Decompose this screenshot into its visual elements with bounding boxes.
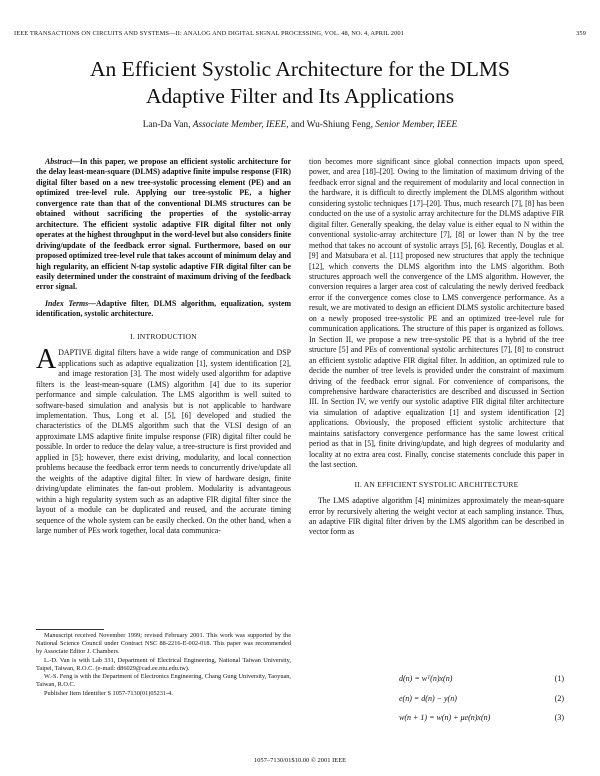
right-column	[309, 157, 564, 538]
footnote-author-1: L.-D. Van is with Lab 331, Department of Electrical Engineering, National Taiwan University, Taipei, Taiwan, R.O.C. (e-mail: d86029@cad.ee.ntu.edu.tw).	[36, 656, 291, 672]
footnote-manuscript: Manuscript received November 1999; revised February 2001. This work was supported by the National Science Council under Contract NSC 88-2216-E-002-018. This paper was recommended by Associate Editor J. Chambers.	[36, 632, 291, 656]
abstract	[36, 157, 291, 293]
journal-header: IEEE TRANSACTIONS ON CIRCUITS AND SYSTEMS—II: ANALOG AND DIGITAL SIGNAL PROCESSING, VOL. 48, NO. 4, APRIL 2001	[14, 30, 404, 37]
abstract-label: Abstract—	[45, 157, 80, 166]
index-terms-text: Adaptive filter, DLMS algorithm, equalization, system identification, systolic architecture.	[36, 298, 291, 319]
intro-paragraph-2: tion becomes more significant since global connection impacts upon speed, power, and area [18]–[20]. Owing to the limitation of maximum driving of the feedback error signal and the requirement of modularity and local connection in the hardware, it is difficult to directly implement the DLMS algorithm without considering systolic techniques [17]–[20]. Thus, much research [7], [8] has been conducted on the use of a systolic array architecture for the DLMS adaptive FIR digital filter. Generally speaking, the delay value is either equal to N within the conventional systolic-array architecture [7], [8] or lower than N by the tree method that takes no account of systolic arrays [5], [6]. Recently, Douglas et al. [9] and Matsubara et al. [11] proposed new structures that apply the technique [12], which converts the DLMS algorithm into the LMS algorithm. Both structures approach well the convergence of the LMS algorithm. However, the conversion requires a larger area cost of calculating the newly derived feedback error if the convergence comes close to LMS convergence performance. As a result, we are motivated to design an efficient DLMS systolic architecture based on a newly proposed tree-systolic PE and an optimized tree-level rule for communication applications. The structure of this paper is organized as follows. In Section II, we propose a new tree-systolic PE that is a hybrid of the tree structure [5] and PEs of conventional systolic architectures [7], [8] to construct an efficient systolic adaptive FIR digital filter. In addition, an optimized rule to decide the number of tree levels is provided under the constraint of maximum driving of the feedback error signal. For convenience of comparisons, the comprehensive hardware characteristics are described and discussed in Section III. In Section IV, we verify our systolic adaptive FIR digital filter architecture via simulation of adaptive equalization [1] and system identification [2] applications. Obviously, the proposed efficient systolic architecture that maintains satisfactory convergence performance has the same lowest critical period as that in [5], finite driving/update, and high degrees of modularity and locality at no extra area cost. Finally, concise statements conclude this paper in the last section.	[309, 157, 564, 470]
author-1-role: Associate Member, IEEE,	[192, 120, 289, 130]
footnotes	[36, 632, 291, 698]
equations	[309, 674, 564, 733]
author-1: Lan-Da Van,	[142, 120, 193, 130]
intro-paragraph-1	[36, 344, 291, 536]
author-line	[0, 120, 600, 130]
abstract-text: In this paper, we propose an efficient systolic architecture for the delay least-mean-square (DLMS) adaptive finite impulse response (FIR) digital filter based on a new tree-systolic processing element (PE) and an optimized tree-level rule. Applying our tree-systolic PE, a higher convergence rate than that of the conventional DLMS structures can be obtained without sacrificing the properties of the systolic-array architecture. The efficient systolic adaptive FIR digital filter not only operates at the highest throughput in the word-level but also considers finite driving/update of the feedback error signal. Furthermore, based on our proposed optimized tree-level rule that takes account of minimum delay and high regularity, an efficient N-tap systolic adaptive FIR digital filter can be easily determined under the constraint of maximum driving of the feedback error signal.	[36, 157, 291, 292]
paper-title	[0, 56, 600, 110]
footnote-publisher-id: Publisher Item Identifier S 1057-7130(01)05231-4.	[44, 689, 173, 697]
title-line-2: Adaptive Filter and Its Applications	[145, 84, 455, 108]
drop-cap: A	[36, 344, 57, 376]
title-line-1: An Efficient Systolic Architecture for the DLMS	[90, 57, 510, 81]
equation-2: e(n) = d(n) − y(n) (2)	[399, 693, 564, 703]
running-header	[14, 30, 586, 37]
index-terms-label: Index Terms—	[45, 298, 97, 308]
equation-1: d(n) = wᵀ(n)x(n) (1)	[399, 674, 564, 683]
section-heading-architecture: II. AN EFFICIENT SYSTOLIC ARCHITECTURE	[354, 479, 519, 489]
footnote-author-2: W.-S. Feng is with the Department of Electronics Engineering, Chang Gung University, Taoyuan, Taiwan, R.O.C.	[36, 673, 291, 689]
footnote-rule	[36, 629, 104, 630]
section2-paragraph-1: The LMS adaptive algorithm [4] minimizes approximately the mean-square error by recursively altering the weight vector at each sampling instance. Thus, an adaptive FIR digital filter driven by the LMS algorithm can be described in vector form as	[309, 496, 564, 537]
author-2-role: Senior Member, IEEE	[375, 120, 458, 130]
author-joiner: and Wu-Shiung Feng,	[288, 120, 376, 130]
left-column	[36, 157, 291, 536]
page-number: 359	[576, 30, 586, 37]
equation-3: w(n + 1) = w(n) + μe(n)x(n) (3)	[399, 713, 564, 722]
section-heading-introduction: I. INTRODUCTION	[130, 331, 197, 341]
intro-text-1: DAPTIVE digital filters have a wide range of communication and DSP applications such as adaptive equalization [1], system identification [2], and image restoration [3]. The most widely used algorithm for adaptive filters is the least-mean-square (LMS) algorithm [4] due to its superior performance and simple calculation. The LMS algorithm is well suited to software-based simulation and analysis but is not applicable to hardware implementation. Thus, Long et al. [5], [6] developed and studied the characteristics of the DLMS algorithm such that the VLSI design of an approximate LMS adaptive finite impulse response (FIR) digital filter could be possible. In order to reduce the delay value, a tree-structure is first provided and applied in [5]; however, there exist driving, modularity, and local connection problems because the feedback error term needs to concurrently drive/update all the weights of the adaptive digital filter. In view of hardware design, finite driving/update eliminates the fan-out problem. Modularity is advantageous within a high regularity system such as an adaptive FIR digital filter since the layout of a module can be duplicated and reused, and the accurate timing sequence of the whole system can be easily checked. On the other hand, when a large number of PEs work together, local data communica-	[36, 348, 291, 535]
copyright-footer: 1057–7130/01$10.00 © 2001 IEEE	[253, 757, 347, 764]
index-terms	[36, 299, 291, 320]
